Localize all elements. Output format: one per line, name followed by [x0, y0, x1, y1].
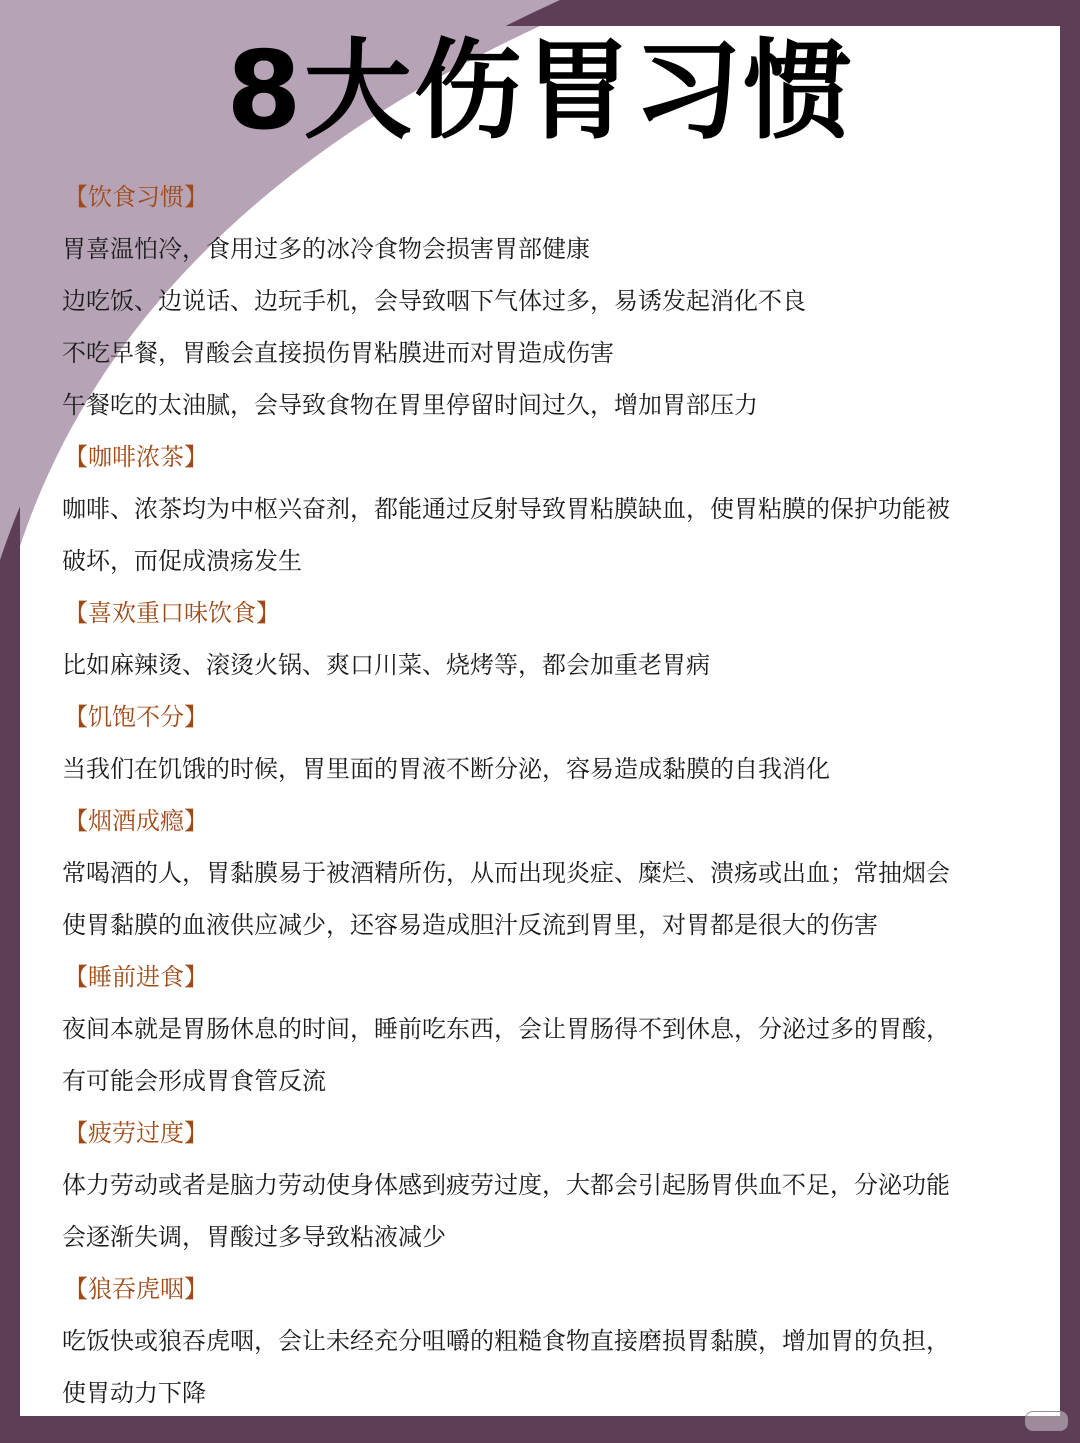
page-title: 8大伤胃习惯: [226, 29, 854, 154]
section-heading: 【疲劳过度】: [64, 1119, 208, 1147]
section-line: 破坏，而促成溃疡发生: [62, 547, 302, 575]
section-heading: 【睡前进食】: [64, 963, 208, 991]
section-line: 不吃早餐，胃酸会直接损伤胃粘膜进而对胃造成伤害: [62, 339, 614, 367]
section-line: 边吃饭、边说话、边玩手机，会导致咽下气体过多，易诱发起消化不良: [62, 287, 806, 315]
section-line: 吃饭快或狼吞虎咽，会让未经充分咀嚼的粗糙食物直接磨损胃黏膜，增加胃的负担，: [62, 1327, 950, 1355]
section-line: 体力劳动或者是脑力劳动使身体感到疲劳过度，大都会引起肠胃供血不足，分泌功能: [62, 1171, 950, 1199]
section-line: 有可能会形成胃食管反流: [62, 1067, 326, 1095]
section-hunger-fullness: [62, 691, 1022, 795]
section-heavy-flavor: [62, 587, 1022, 691]
section-line: 常喝酒的人，胃黏膜易于被酒精所伤，从而出现炎症、糜烂、溃疡或出血；常抽烟会: [62, 859, 950, 887]
watermark-logo: 小红书: [1025, 1411, 1068, 1431]
section-heading: 【喜欢重口味饮食】: [64, 599, 280, 627]
section-diet-habits: [62, 171, 1022, 431]
section-line: 使胃黏膜的血液供应减少，还容易造成胆汁反流到胃里，对胃都是很大的伤害: [62, 911, 878, 939]
section-line: 午餐吃的太油腻，会导致食物在胃里停留时间过久，增加胃部压力: [62, 391, 758, 419]
section-line: 当我们在饥饿的时候，胃里面的胃液不断分泌，容易造成黏膜的自我消化: [62, 755, 830, 783]
section-coffee-tea: [62, 431, 1022, 587]
section-heading: 【饥饱不分】: [64, 703, 208, 731]
section-line: 会逐渐失调，胃酸过多导致粘液减少: [62, 1223, 446, 1251]
section-line: 夜间本就是胃肠休息的时间，睡前吃东西，会让胃肠得不到休息，分泌过多的胃酸，: [62, 1015, 950, 1043]
section-heading: 【咖啡浓茶】: [64, 443, 208, 471]
section-line: 使胃动力下降: [62, 1379, 206, 1407]
section-eating-before-bed: [62, 951, 1022, 1107]
section-eating-fast: [62, 1263, 1022, 1419]
habits-list: [62, 171, 1022, 1419]
section-heading: 【烟酒成瘾】: [64, 807, 208, 835]
section-heading: 【饮食习惯】: [64, 183, 208, 211]
section-line: 比如麻辣烫、滚烫火锅、爽口川菜、烧烤等，都会加重老胃病: [62, 651, 710, 679]
section-smoking-drinking: [62, 795, 1022, 951]
section-line: 咖啡、浓茶均为中枢兴奋剂，都能通过反射导致胃粘膜缺血，使胃粘膜的保护功能被: [62, 495, 950, 523]
section-fatigue: [62, 1107, 1022, 1263]
section-line: 胃喜温怕冷，食用过多的冰冷食物会损害胃部健康: [62, 235, 590, 263]
section-heading: 【狼吞虎咽】: [64, 1275, 208, 1303]
